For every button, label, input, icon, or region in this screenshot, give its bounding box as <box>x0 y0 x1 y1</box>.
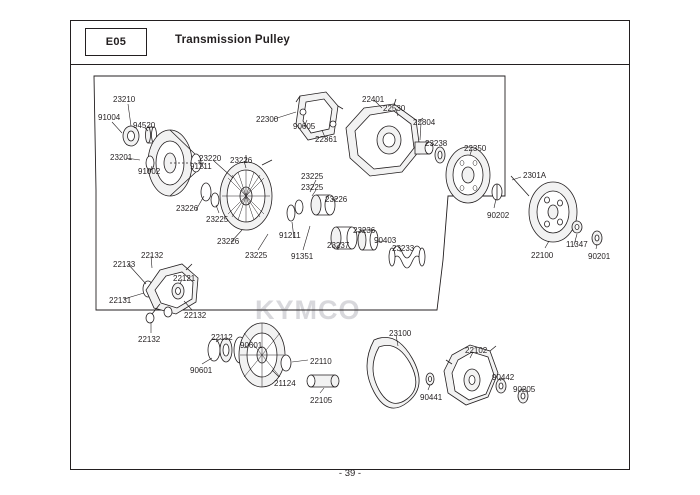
part-label-23237: 23237 <box>327 241 350 250</box>
part-label-23226-d: 23226 <box>217 237 240 246</box>
part-label-22132-b: 22132 <box>184 311 207 320</box>
part-label-22100: 22100 <box>531 251 554 260</box>
part-label-23225-a: 23225 <box>301 172 324 181</box>
part-label-90202: 90202 <box>487 211 510 220</box>
part-label-22361: 22361 <box>315 135 338 144</box>
page-title: Transmission Pulley <box>175 34 291 46</box>
part-label-22131: 22131 <box>109 296 132 305</box>
part-label-91211-a: 91211 <box>190 162 212 171</box>
part-label-22105: 22105 <box>310 396 333 405</box>
part-label-23210: 23210 <box>113 95 136 104</box>
part-label-91351: 91351 <box>291 252 314 261</box>
page-number: - 39 - <box>338 468 362 479</box>
part-label-90205: 90205 <box>513 385 536 394</box>
part-label-90601-a: 90601 <box>240 341 263 350</box>
part-label-22112: 22112 <box>211 333 233 342</box>
part-label-22102: 22102 <box>465 346 488 355</box>
part-label-22132-a: 22132 <box>141 251 164 260</box>
part-label-90605: 90605 <box>293 122 316 131</box>
part-label-23201: 23201 <box>110 153 133 162</box>
part-label-90442: 90442 <box>492 373 515 382</box>
part-label-23225-b: 23225 <box>301 183 324 192</box>
part-label-11347: 11347 <box>566 240 588 249</box>
part-label-23238: 23238 <box>425 139 448 148</box>
part-label-21124: 21124 <box>274 379 296 388</box>
part-label-90601-b: 90601 <box>190 366 213 375</box>
part-label-23226-c: 23226 <box>176 204 199 213</box>
watermark: KYMCO <box>255 295 361 325</box>
part-label-22350: 22350 <box>464 144 487 153</box>
part-label-22401: 22401 <box>362 95 385 104</box>
part-label-23226-b: 23226 <box>325 195 348 204</box>
part-label-22132-c: 22132 <box>138 335 161 344</box>
part-label-90201: 90201 <box>588 252 611 261</box>
part-label-23226-a: 23226 <box>230 156 253 165</box>
part-label-23100: 23100 <box>389 329 412 338</box>
part-label-90403: 90403 <box>374 236 397 245</box>
part-label-94520: 94520 <box>133 121 156 130</box>
part-label-22121: 22121 <box>173 274 196 283</box>
part-label-22530: 22530 <box>383 104 406 113</box>
part-label-23225-c: 23225 <box>206 215 229 224</box>
part-label-23225-d: 23225 <box>245 251 268 260</box>
part-label-2301A: 2301A <box>523 171 547 180</box>
part-label-23236: 23236 <box>353 226 376 235</box>
part-label-22300: 22300 <box>256 115 279 124</box>
part-label-91211-b: 91211 <box>279 231 301 240</box>
part-label-91002: 91002 <box>138 167 161 176</box>
part-label-23233: 23233 <box>392 244 415 253</box>
section-code: E05 <box>105 36 127 48</box>
part-label-23220: 23220 <box>199 154 222 163</box>
part-label-22804: 22804 <box>413 118 436 127</box>
part-label-22133: 22133 <box>113 260 136 269</box>
part-label-90441: 90441 <box>420 393 443 402</box>
part-label-91004: 91004 <box>98 113 121 122</box>
part-label-22110: 22110 <box>310 357 332 366</box>
